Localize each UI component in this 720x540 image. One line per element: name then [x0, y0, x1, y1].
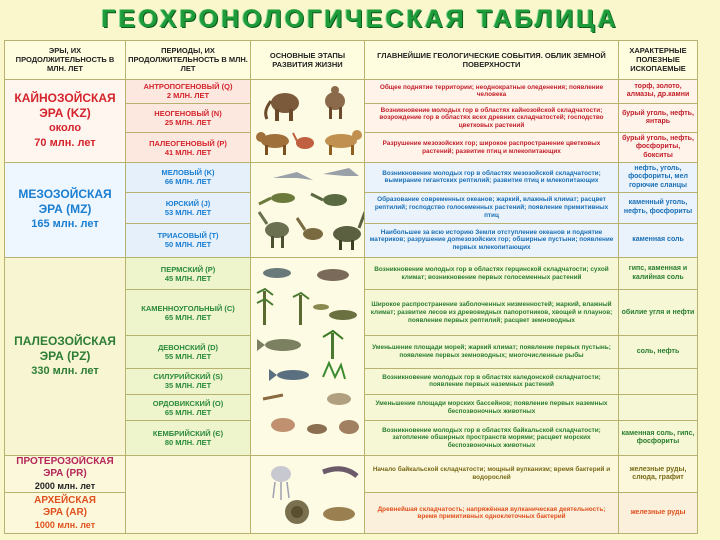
minerals-jurassic: каменный уголь, нефть, фосфориты — [619, 193, 698, 223]
period-years: 65 МЛН. ЛЕТ — [164, 407, 212, 417]
event-paleogene: Разрушение мезозойских гор; широкое распространение цветковых растений; развитие птиц и млекопитающих — [365, 133, 619, 162]
era-mesozoic — [5, 162, 126, 257]
period-neogene — [126, 103, 251, 132]
period-silurian — [126, 368, 251, 394]
era-name: АРХЕЙСКАЯ — [34, 495, 96, 507]
table-row — [5, 79, 698, 103]
minerals-carboniferous: обилие угля и нефти — [619, 290, 698, 336]
header-events: ГЛАВНЕЙШИЕ ГЕОЛОГИЧЕСКИЕ СОБЫТИЯ. ОБЛИК ЗЕМНОЙ ПОВЕРХНОСТИ — [365, 41, 619, 80]
period-years: 80 МЛН. ЛЕТ — [164, 438, 212, 448]
period-years: 35 МЛН. ЛЕТ — [164, 381, 212, 391]
era-years: 1000 млн. лет — [34, 520, 96, 531]
header-life: ОСНОВНЫЕ ЭТАПЫ РАЗВИТИЯ ЖИЗНИ — [251, 41, 365, 80]
table-row — [5, 455, 698, 493]
period-name: ПАЛЕОГЕНОВЫЙ (P) — [149, 138, 227, 148]
era-years: 70 млн. лет — [34, 136, 96, 149]
period-years: 45 МЛН. ЛЕТ — [164, 273, 212, 283]
period-years: 50 МЛН. ЛЕТ — [164, 240, 212, 250]
page-title: ГЕОХРОНОЛОГИЧЕСКАЯ ТАБЛИЦА — [101, 5, 619, 33]
period-name: ЮРСКИЙ (J) — [165, 198, 211, 208]
period-jurassic — [126, 193, 251, 223]
life-illustration-precambrian — [251, 455, 365, 533]
period-years: 2 МЛН. ЛЕТ — [166, 91, 210, 101]
minerals-triassic: каменная соль — [619, 223, 698, 257]
period-name: СИЛУРИЙСКИЙ (S) — [153, 372, 223, 382]
event-cambrian: Возникновение молодых гор в областях байкальской складчатости; затопление обширных пространств морями; расцвет морских беспозвоночных животных — [365, 421, 619, 455]
period-name: КАМЕННОУГОЛЬНЫЙ (C) — [141, 303, 235, 313]
minerals-archean: железные руды — [619, 493, 698, 534]
event-archean: Древнейшая складчатость; напряжённая вулканическая деятельность; время примитивных одноклеточных бактерий — [365, 493, 619, 534]
event-carboniferous: Широкое распространение заболоченных низменностей; жаркий, влажный климат; развитие лесов из древовидных папоротников, хвощей и плаунов; появление первых рептилий; расцвет земноводных — [365, 290, 619, 336]
period-name: КЕМБРИЙСКИЙ (Є) — [152, 429, 224, 439]
event-proterozoic: Начало байкальской складчатости; мощный вулканизм; время бактерий и водорослей — [365, 455, 619, 493]
era-name: ПАЛЕОЗОЙСКАЯ — [14, 333, 116, 348]
period-years: 25 МЛН. ЛЕТ — [164, 118, 212, 128]
era-code: ЭРА (KZ) — [39, 105, 91, 120]
period-name: НЕОГЕНОВЫЙ (N) — [154, 109, 222, 119]
period-years: 65 МЛН. ЛЕТ — [164, 312, 212, 322]
period-name: ДЕВОНСКИЙ (D) — [157, 342, 219, 352]
event-devonian: Уменьшение площади морей; жаркий климат; появление первых пустынь; появление первых земноводных; многочисленные рыбы — [365, 336, 619, 368]
era-code: ЭРА (PR) — [43, 468, 87, 480]
era-proterozoic — [5, 455, 126, 493]
era-name: ПРОТЕРОЗОЙСКАЯ — [16, 456, 114, 468]
period-devonian — [126, 336, 251, 368]
era-archean — [5, 493, 126, 534]
life-illustration-paleozoic — [251, 258, 365, 456]
header-minerals: ХАРАКТЕРНЫЕ ПОЛЕЗНЫЕ ИСКОПАЕМЫЕ — [619, 41, 698, 80]
minerals-cretaceous: нефть, уголь, фосфориты, мел горючие сланцы — [619, 162, 698, 192]
event-jurassic: Образование современных океанов; жаркий, влажный климат; расцвет рептилий; господство голосеменных растений; появление примитивных птиц — [365, 193, 619, 223]
life-illustration-cenozoic — [251, 79, 365, 162]
minerals-ordovician — [619, 394, 698, 420]
era-code: ЭРА (MZ) — [38, 202, 92, 217]
period-name: ОРДОВИКСКИЙ (O) — [152, 398, 224, 408]
period-paleogene — [126, 133, 251, 162]
period-years: 55 МЛН. ЛЕТ — [164, 351, 212, 361]
event-triassic: Наибольшее за всю историю Земли отступление океанов и поднятие материков; разрушение доmезозойских гор; обширные пустыни; появление первых млекопитающих — [365, 223, 619, 257]
event-permian: Возникновение молодых гор в областях герцинской складчатости; сухой климат; возникновение первых голосеменных растений — [365, 258, 619, 290]
cenozoic-animals-illustration — [253, 81, 365, 161]
period-years: 53 МЛН. ЛЕТ — [164, 207, 212, 217]
header-period: ПЕРИОДЫ, ИХ ПРОДОЛЖИТЕЛЬНОСТЬ В МЛН. ЛЕТ — [126, 41, 251, 80]
minerals-anthropogene: торф, золото, алмазы, др.камни — [619, 79, 698, 103]
era-approx: около — [48, 121, 82, 134]
event-cretaceous: Возникновение молодых гор в областях мезозойской складчатости; вымирание гигантских рептилий; развитие птиц и млекопитающих — [365, 162, 619, 192]
period-carboniferous — [126, 290, 251, 336]
event-silurian: Возникновение молодых гор в областях каледонской складчатости; появление первых наземных растений — [365, 368, 619, 394]
period-cambrian — [126, 421, 251, 455]
event-ordovician: Уменьшение площади морских бассейнов; появление первых наземных беспозвоночных животных — [365, 394, 619, 420]
era-years: 2000 млн. лет — [34, 481, 96, 492]
period-anthropogene — [126, 79, 251, 103]
event-neogene: Возникновение молодых гор в областях кайнозойской складчатости; возрождение гор в областях всех древних складчатостей; господство цветковых растений — [365, 103, 619, 132]
table-row — [5, 162, 698, 192]
geochronology-table — [4, 40, 698, 534]
era-code: ЭРА (AR) — [42, 507, 87, 519]
period-years: 66 МЛН. ЛЕТ — [164, 177, 212, 187]
event-anthropogene: Общее поднятие территории; неоднократные оледенения; появление человека — [365, 79, 619, 103]
era-name: КАЙНОЗОЙСКАЯ — [14, 90, 116, 105]
table-row — [5, 258, 698, 290]
minerals-paleogene: бурый уголь, нефть, фосфориты, бокситы — [619, 133, 698, 162]
era-years: 330 млн. лет — [31, 364, 99, 377]
period-precambrian-empty — [126, 455, 251, 533]
minerals-silurian — [619, 368, 698, 394]
period-name: МЕЛОВЫЙ (K) — [161, 168, 215, 178]
minerals-neogene: бурый уголь, нефть, янтарь — [619, 103, 698, 132]
period-name: ПЕРМСКИЙ (P) — [160, 264, 216, 274]
era-years: 165 млн. лет — [31, 218, 99, 231]
period-name: ТРИАСОВЫЙ (T) — [157, 231, 219, 241]
era-name: МЕЗОЗОЙСКАЯ — [18, 187, 112, 202]
mesozoic-reptiles-illustration — [253, 164, 365, 256]
minerals-cambrian: каменная соль, гипс, фосфориты — [619, 421, 698, 455]
period-ordovician — [126, 394, 251, 420]
period-years: 41 МЛН. ЛЕТ — [164, 147, 212, 157]
period-name: АНТРОПОГЕНОВЫЙ (Q) — [143, 82, 233, 92]
era-code: ЭРА (PZ) — [39, 348, 91, 363]
precambrian-life-illustration — [253, 458, 365, 530]
era-cenozoic — [5, 79, 126, 162]
paleozoic-life-illustration — [253, 259, 365, 453]
period-permian — [126, 258, 251, 290]
header-row — [5, 41, 698, 80]
life-illustration-mesozoic — [251, 162, 365, 257]
minerals-proterozoic: железные руды, слюда, графит — [619, 455, 698, 493]
period-triassic — [126, 223, 251, 257]
header-era: ЭРЫ, ИХ ПРОДОЛЖИТЕЛЬНОСТЬ В МЛН. ЛЕТ — [5, 41, 126, 80]
minerals-permian: гипс, каменная и калийная соль — [619, 258, 698, 290]
period-cretaceous — [126, 162, 251, 192]
era-paleozoic — [5, 258, 126, 456]
minerals-devonian: соль, нефть — [619, 336, 698, 368]
